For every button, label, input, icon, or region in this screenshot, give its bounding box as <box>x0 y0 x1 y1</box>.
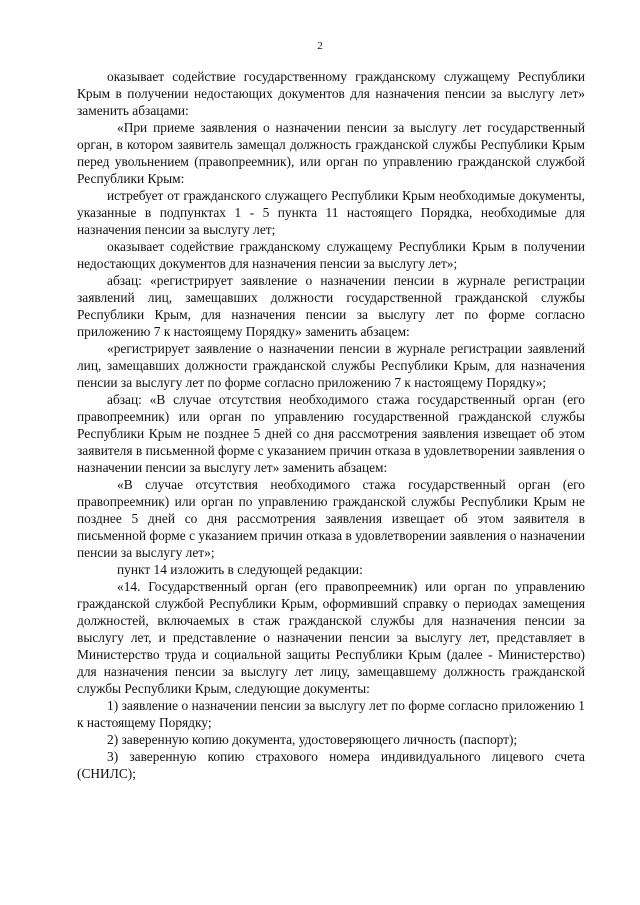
list-item: 1) заявление о назначении пенсии за выслугу лет по форме согласно приложению 1 к настоящему Порядку; <box>77 698 585 730</box>
paragraph: истребует от гражданского служащего Республики Крым необходимые документы, указанные в подпунктах 1 - 5 пункта 11 настоящего Порядка, необходимые для назначения пенсии за выслугу лет; <box>77 188 585 237</box>
paragraph: «В случае отсутствия необходимого стажа государственный орган (его правопреемник) или орган по управлению гражданской службы Республики Крым не позднее 5 дней со дня рассмотрения заявления извещает об этом заявителя в письменной форме с указанием причин отказа в удовлетворении заявления о назначении пенсии за выслугу лет»; <box>77 477 585 560</box>
paragraph: оказывает содействие гражданскому служащему Республики Крым в получении недостающих документов для назначения пенсии за выслугу лет»; <box>77 239 585 271</box>
paragraph: абзац: «регистрирует заявление о назначении пенсии в журнале регистрации заявлений лиц, замещавших должности государственной гражданской службы Республики Крым, для назначения пенсии за выслугу лет по форме согласно приложению 7 к настоящему Порядку» заменить абзацем: <box>77 273 585 339</box>
paragraph: «14. Государственный орган (его правопреемник) или орган по управлению гражданской службой Республики Крым, оформивший справку о периодах замещения должностей, включаемых в стаж гражданской службы для назначения пенсии за выслугу лет, и представление о назначении пенсии за выслугу лет, представляет в Министерство труда и социальной защиты Республики Крым (далее - Министерство) для назначения пенсии за выслугу лет лицу, замещавшему должность гражданской службы Республики Крым, следующие документы: <box>77 579 585 696</box>
paragraph: оказывает содействие государственному гражданскому служащему Республики Крым в получении недостающих документов для назначения пенсии за выслугу лет» заменить абзацами: <box>77 69 585 118</box>
paragraph: «регистрирует заявление о назначении пенсии в журнале регистрации заявлений лиц, замещавших должности гражданской службы Республики Крым, для назначения пенсии за выслугу лет по форме согласно приложению 7 к настоящему Порядку»; <box>77 341 585 390</box>
paragraph: абзац: «В случае отсутствия необходимого стажа государственный орган (его правопреемник) или орган по управлению государственной гражданской службы Республики Крым не позднее 5 дней со дня рассмотрения заявления извещает об этом заявителя в письменной форме с указанием причин отказа в удовлетворении заявления о назначении пенсии за выслугу лет» заменить абзацем: <box>77 392 585 475</box>
paragraph: пункт 14 изложить в следующей редакции: <box>117 562 363 577</box>
list-item: 3) заверенную копию страхового номера индивидуального лицевого счета (СНИЛС); <box>77 749 585 781</box>
paragraph: «При приеме заявления о назначении пенсии за выслугу лет государственный орган, в котором заявитель замещал должность гражданской службы Республики Крым перед увольнением (правопреемник), или орган по управлению гражданской службой Республики Крым: <box>77 120 585 186</box>
document-body <box>77 68 585 782</box>
page-number: 2 <box>317 40 323 52</box>
list-item: 2) заверенную копию документа, удостоверяющего личность (паспорт); <box>107 732 518 747</box>
